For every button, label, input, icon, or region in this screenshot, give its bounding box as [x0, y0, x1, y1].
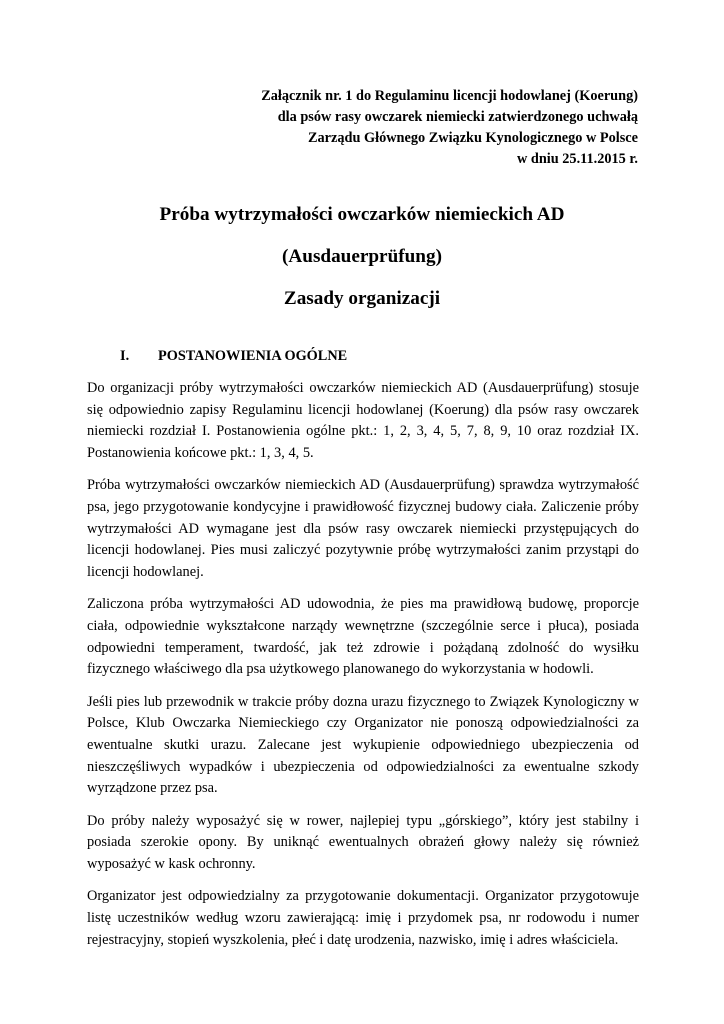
document-title: Próba wytrzymałości owczarków niemieckich AD: [159, 204, 565, 225]
section-number: I.: [120, 348, 130, 364]
paragraph: Organizator jest odpowiedzialny za przygotowanie dokumentacji. Organizator przygotowuje listę uczestników według wzoru zawierającą: imię i przydomek psa, nr rodowodu i numer rejestracyjny, stopień wyszkolenia, płeć i datę urodzenia, nazwisko, imię i adres właściciela.: [87, 888, 639, 948]
paragraph: Do organizacji próby wytrzymałości owczarków niemieckich AD (Ausdauerprüfung) stosuje się odpowiednio zapisy Regulaminu licencji hodowlanej (Koerung) dla psów rasy owczarek niemiecki rozdział I. Postanowienia ogólne pkt.: 1, 2, 3, 4, 5, 7, 8, 9, 10 oraz rozdział IX. Postanowienia końcowe pkt.: 1, 3, 4, 5.: [87, 380, 639, 461]
annex-line-2: dla psów rasy owczarek niemiecki zatwierdzonego uchwałą: [277, 109, 638, 125]
annex-line-1: Załącznik nr. 1 do Regulaminu licencji hodowlanej (Koerung): [261, 88, 638, 104]
section-title: POSTANOWIENIA OGÓLNE: [158, 348, 348, 364]
annex-line-3: Zarządu Głównego Związku Kynologicznego w Polsce: [307, 130, 638, 146]
annex-line-4: w dniu 25.11.2015 r.: [516, 151, 638, 167]
paragraph: Jeśli pies lub przewodnik w trakcie próby dozna urazu fizycznego to Związek Kynologiczny w Polsce, Klub Owczarka Niemieckiego czy Organizator nie ponoszą odpowiedzialności za ewentualne skutki urazu. Zalecane jest wykupienie odpowiedniego ubezpieczenia od nieszczęśliwych wypadków i ubezpieczenia od odpowiedzialności za ewentualne szkody wyrządzone przez psa.: [87, 693, 639, 797]
document-body: [87, 378, 639, 962]
annex-note: [78, 86, 638, 170]
paragraph: Do próby należy wyposażyć się w rower, najlepiej typu „górskiego”, który jest stabilny i posiada szerokie opony. By uniknąć ewentualnych obrażeń głowy należy się również wyposażyć w kask ochronny.: [87, 812, 639, 872]
section-heading: [120, 346, 347, 366]
title-block: [0, 204, 724, 310]
document-subtitle-2: Zasady organizacji: [283, 288, 441, 309]
paragraph: Próba wytrzymałości owczarków niemieckich AD (Ausdauerprüfung) sprawdza wytrzymałość psa, jego przygotowanie kondycyjne i prawidłowość fizycznej budowy ciała. Zaliczenie próby wytrzymałości AD wymagane jest dla psów rasy owczarek niemiecki przystępujących do licencji hodowlanej. Pies musi zaliczyć pozytywnie próbę wytrzymałości zanim przystąpi do licencji hodowlanej.: [87, 477, 639, 580]
paragraph: Zaliczona próba wytrzymałości AD udowodnia, że pies ma prawidłową budowę, proporcje ciała, odpowiednie wykształcone narządy wewnętrzne (szczególnie serce i płuca), posiada odpowiedni temperament, twardość, jak też zdrowie i pożądaną zdolność do wysiłku fizycznego właściwego dla psa użytkowego planowanego do wykorzystania w hodowli.: [87, 596, 639, 678]
document-subtitle: (Ausdauerprüfung): [282, 246, 442, 267]
